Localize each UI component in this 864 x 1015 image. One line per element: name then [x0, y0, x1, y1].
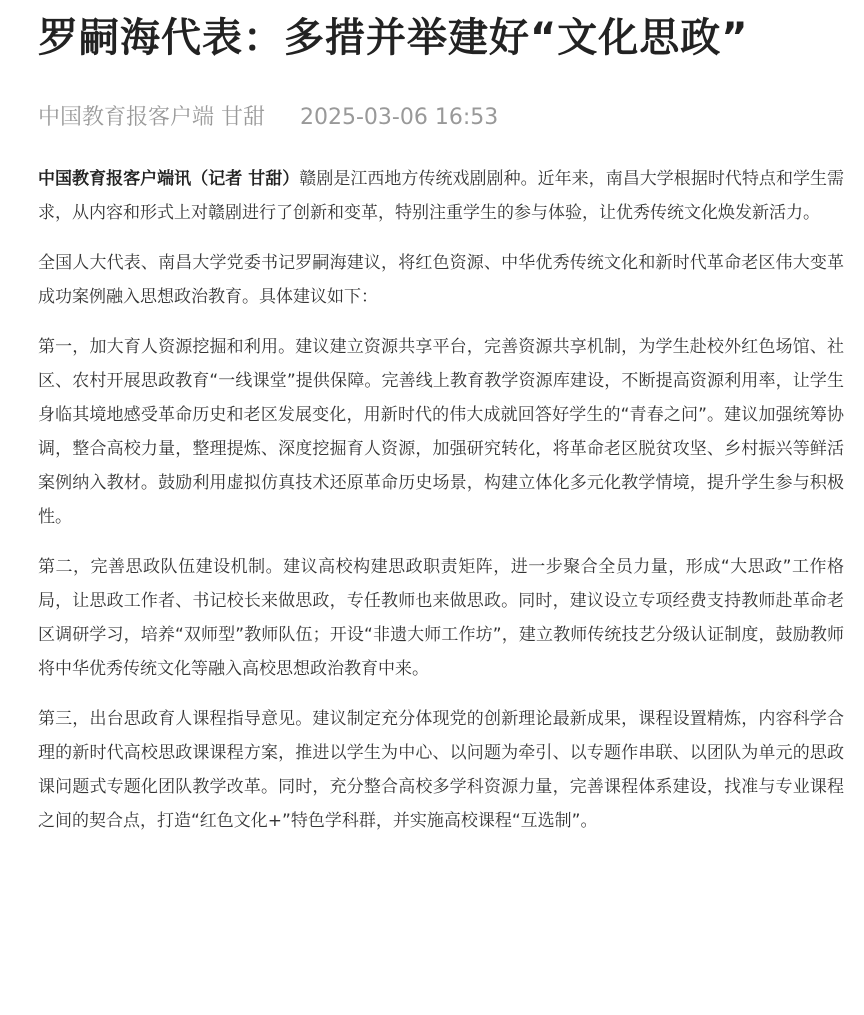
lead-text: 中国教育报客户端讯（记者 甘甜）	[38, 169, 300, 189]
article-meta	[38, 102, 844, 134]
article-source: 中国教育报客户端 甘甜	[38, 105, 265, 130]
paragraph: 第二，完善思政队伍建设机制。建议高校构建思政职责矩阵，进一步聚合全员力量，形成“大思政”工作格局，让思政工作者、书记校长来做思政，专任教师也来做思政。同时，建议设立专项经费支持教师赴革命老区调研学习，培养“双师型”教师队伍；开设“非遗大师工作坊”，建立教师传统技艺分级认证制度，鼓励教师将中华优秀传统文化等融入高校思想政治教育中来。	[38, 557, 844, 679]
paragraph	[38, 162, 844, 230]
article-title: 罗嗣海代表：多措并举建好“文化思政”	[38, 15, 749, 61]
article-body	[38, 162, 844, 838]
article-datetime: 2025-03-06 16:53	[300, 105, 499, 130]
paragraph: 第三，出台思政育人课程指导意见。建议制定充分体现党的创新理论最新成果，课程设置精炼，内容科学合理的新时代高校思政课课程方案，推进以学生为中心、以问题为牵引、以专题作串联、以团队为单元的思政课问题式专题化团队教学改革。同时，充分整合高校多学科资源力量，完善课程体系建设，找准与专业课程之间的契合点，打造“红色文化+”特色学科群，并实施高校课程“互选制”。	[38, 709, 844, 831]
paragraph-text: 赣剧是江西地方传统戏剧剧种。近年来，南昌大学根据时代特点和学生需求，从内容和形式上对赣剧进行了创新和变革，特别注重学生的参与体验，让优秀传统文化焕发新活力。	[38, 169, 845, 223]
paragraph: 全国人大代表、南昌大学党委书记罗嗣海建议，将红色资源、中华优秀传统文化和新时代革命老区伟大变革成功案例融入思想政治教育。具体建议如下：	[38, 253, 844, 307]
paragraph: 第一，加大育人资源挖掘和利用。建议建立资源共享平台，完善资源共享机制，为学生赴校外红色场馆、社区、农村开展思政教育“一线课堂”提供保障。完善线上教育教学资源库建设，不断提高资源利用率，让学生身临其境地感受革命历史和老区发展变化，用新时代的伟大成就回答好学生的“青春之问”。建议加强统筹协调，整合高校力量，整理提炼、深度挖掘育人资源，加强研究转化，将革命老区脱贫攻坚、乡村振兴等鲜活案例纳入教材。鼓励利用虚拟仿真技术还原革命历史场景，构建立体化多元化教学情境，提升学生参与积极性。	[38, 337, 844, 527]
